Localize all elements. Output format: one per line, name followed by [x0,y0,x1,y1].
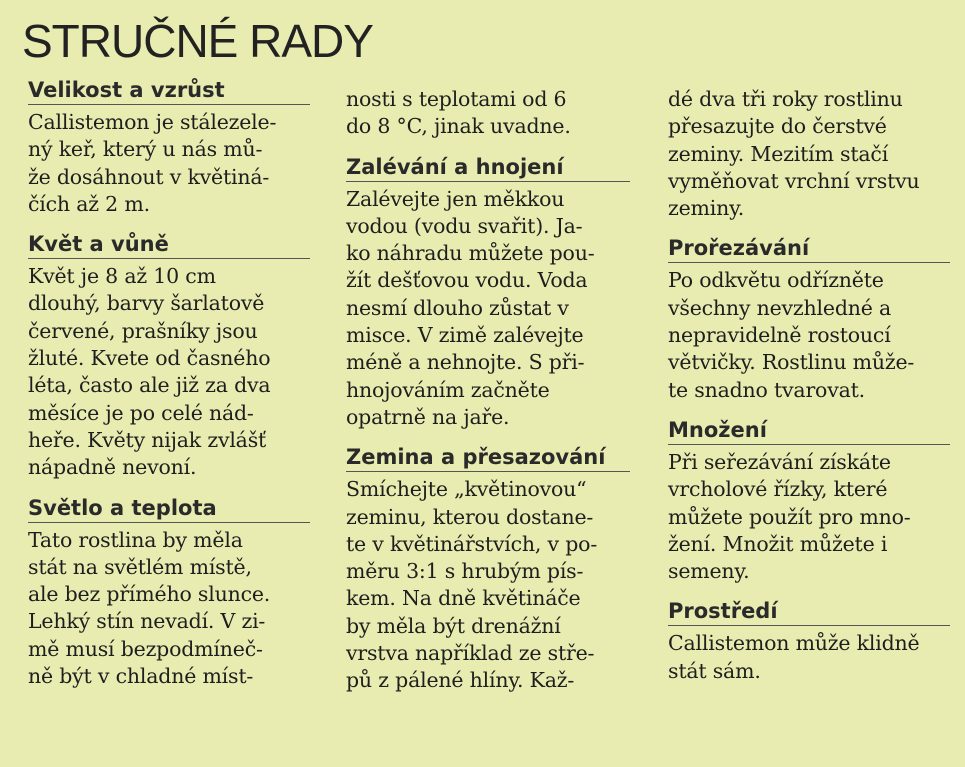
text-line: žení. Množit můžete i [668,531,888,556]
tip-section [346,445,630,694]
section-heading: Květ a vůně [28,232,310,259]
text-line: ko náhradu můžete pou- [346,241,595,266]
section-heading: Velikost a vzrůst [28,78,310,105]
text-line: přesazujte do čerstvé [668,114,887,139]
page-title: STRUČNÉ RADY [22,15,373,67]
text-line: kem. Na dně květináče [346,586,581,611]
text-line: čích až 2 m. [28,191,150,216]
text-line: by měla být drenážní [346,613,561,638]
tip-section [668,418,950,585]
text-line: dlouhý, barvy šarlatově [28,291,265,316]
text-line: měru 3:1 s hrubým pís- [346,559,584,584]
column-1 [28,78,310,704]
text-line: můžete použít pro mno- [668,504,911,529]
text-line: ně být v chladné míst- [28,664,254,689]
text-line: do 8 °C, jinak uvadne. [346,114,571,139]
section-heading: Množení [668,418,950,445]
text-line: misce. V zimě zalévejte [346,323,584,348]
text-line: Callistemon je stálezele- [28,110,277,134]
tip-section [28,232,310,481]
text-line: Po odkvětu odřízněte [668,268,884,293]
text-line: dé dva tři roky rostlinu [668,87,903,111]
text-line: nepravidelně rostoucí [668,323,891,348]
tip-section [28,496,310,691]
text-line: Při seřezávání získáte [668,449,891,474]
text-line: Tato rostlina by měla [28,527,243,552]
text-line: mě musí bezpodmíneč- [28,636,263,661]
text-line: pů z pálené hlíny. Kaž- [346,668,575,693]
text-line: zeminy. [668,196,745,221]
text-line: větvičky. Rostlinu může- [668,350,915,375]
text-line: měsíce je po celé nád- [28,400,254,425]
text-line: žít dešťovou vodu. Voda [346,268,588,293]
text-line: červené, prašníky jsou [28,318,258,343]
text-line: hnojováním začněte [346,377,550,402]
text-line: stát na světlém místě, [28,554,252,579]
text-line: zeminu, kterou dostane- [346,504,594,529]
text-line: žluté. Kvete od časného [28,346,271,371]
text-line: ale bez přímého slunce. [28,582,271,607]
section-heading: Prořezávání [668,236,950,263]
text-line: nosti s teplotami od 6 [346,87,567,111]
tip-section [28,78,310,218]
column-2 [346,86,630,709]
text-line: nápadně nevoní. [28,455,197,480]
text-line: Smíchejte „květinovou“ [346,477,587,502]
tip-section [668,236,950,403]
text-line: vyměňovat vrchní vrstvu [668,168,920,193]
text-line: ný keř, který u nás mů- [28,137,263,162]
section-heading: Zemina a přesazování [346,445,630,472]
text-line: že dosáhnout v květiná- [28,164,270,189]
tip-section [668,599,950,685]
text-line: te snadno tvarovat. [668,377,865,402]
tip-section [346,155,630,432]
text-line: heře. Květy nijak zvlášť [28,427,267,452]
text-line: všechny nevzhledné a [668,295,892,320]
tip-section [346,86,630,141]
text-line: Květ je 8 až 10 cm [28,264,216,289]
text-line: Zalévejte jen měkkou [346,186,565,211]
text-line: zeminy. Mezitím stačí [668,141,889,166]
text-line: nesmí dlouho zůstat v [346,295,569,320]
text-line: vrstva například ze stře- [346,641,595,666]
text-line: vodou (vodu svařit). Ja- [346,213,583,238]
text-line: Callistemon může klidně [668,631,920,656]
text-line: léta, často ale již za dva [28,373,271,398]
section-heading: Zalévání a hnojení [346,155,630,182]
text-line: te v květinářstvích, v po- [346,531,598,556]
text-line: vrcholové řízky, které [668,477,888,502]
section-heading: Světlo a teplota [28,496,310,523]
section-heading: Prostředí [668,599,950,626]
text-line: opatrně na jaře. [346,404,510,429]
text-line: semeny. [668,559,750,584]
text-line: stát sám. [668,658,761,683]
tip-section [668,86,950,222]
text-line: méně a nehnojte. S při- [346,350,585,375]
text-line: Lehký stín nevadí. V zi- [28,609,266,634]
column-3 [668,86,950,699]
